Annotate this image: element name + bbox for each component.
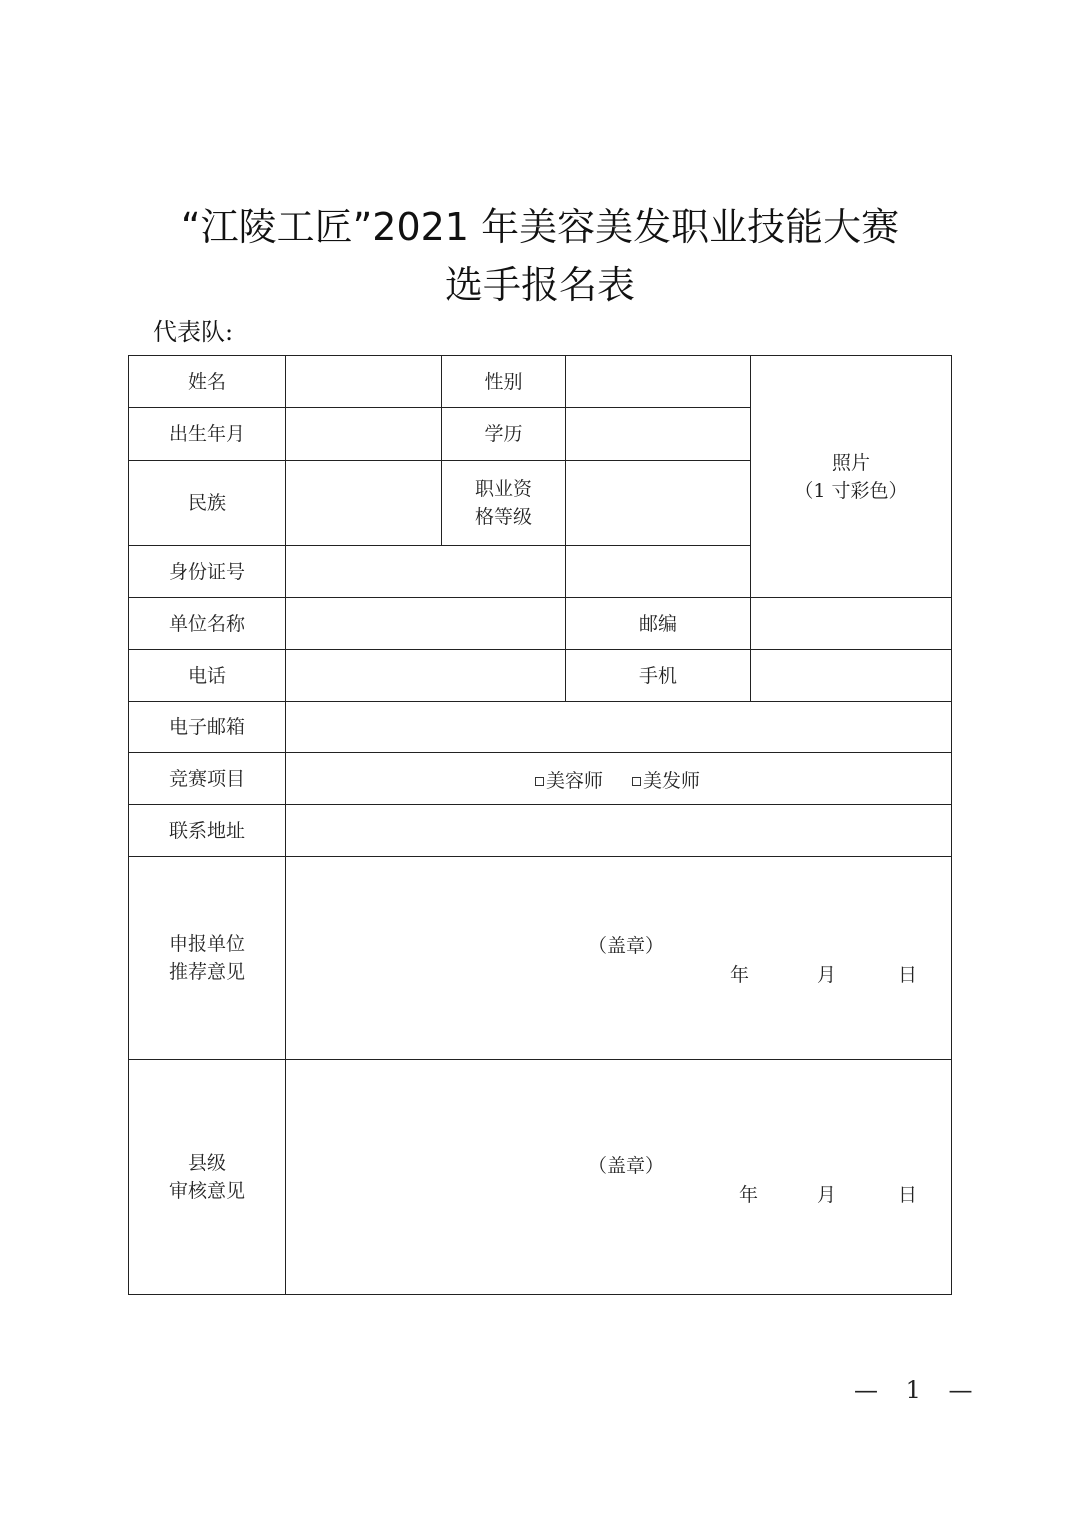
postcode-label: 邮编 [638, 612, 677, 635]
address-label: 联系地址 [168, 819, 245, 842]
county-date-year: 年 [739, 1184, 759, 1206]
ethnicity-label: 民族 [187, 492, 226, 514]
phone-field[interactable] [286, 650, 565, 701]
birth-field[interactable] [286, 408, 441, 460]
qualification-field[interactable] [566, 461, 750, 545]
event-option-hairdresser-label: 美发师 [643, 770, 701, 792]
education-label: 学历 [484, 423, 523, 445]
page-number: — 1 — [854, 1376, 983, 1404]
id-number-field[interactable] [286, 546, 565, 597]
event-label: 竞赛项目 [168, 767, 245, 790]
photo-note: （1 寸彩色） [794, 479, 908, 502]
checkbox-icon[interactable] [632, 777, 641, 786]
unit-date-year: 年 [730, 964, 750, 986]
unit-date-month: 月 [817, 964, 837, 986]
form-title-line-1: “江陵工匠”2021 年美容美发职业技能大赛 [180, 205, 900, 249]
birth-label: 出生年月 [168, 423, 245, 445]
name-label: 姓名 [187, 370, 226, 393]
postcode-field[interactable] [751, 598, 951, 649]
team-label: 代表队: [153, 318, 234, 346]
county-date-month: 月 [817, 1184, 837, 1206]
event-option-hairdresser[interactable] [632, 766, 700, 793]
gender-label: 性别 [484, 370, 523, 393]
qualification-label-line-1: 职业资 [474, 478, 532, 500]
event-option-beauty[interactable] [535, 766, 603, 793]
email-field[interactable] [286, 702, 951, 752]
unit-opinion-label-line-1: 申报单位 [168, 933, 245, 955]
qualification-label [442, 461, 565, 545]
unit-opinion-label-line-2: 推荐意见 [168, 961, 245, 983]
company-field[interactable] [286, 598, 565, 649]
gender-field[interactable] [566, 356, 750, 407]
id-number-label: 身份证号 [168, 560, 245, 583]
county-opinion-label-line-2: 审核意见 [168, 1180, 245, 1202]
email-label: 电子邮箱 [168, 716, 245, 738]
address-field[interactable] [286, 805, 951, 856]
form-title-line-2: 选手报名表 [444, 263, 635, 307]
photo-box [751, 356, 951, 597]
mobile-field[interactable] [751, 650, 951, 701]
qualification-label-line-2: 格等级 [474, 506, 532, 528]
county-opinion-label [129, 1060, 285, 1294]
ethnicity-field[interactable] [286, 461, 441, 545]
photo-label: 照片 [831, 451, 870, 474]
checkbox-icon[interactable] [535, 777, 544, 786]
company-label: 单位名称 [168, 612, 245, 635]
education-field[interactable] [566, 408, 750, 460]
mobile-label: 手机 [638, 664, 677, 687]
unit-date-day: 日 [898, 964, 918, 986]
county-date-day: 日 [898, 1184, 918, 1206]
unit-opinion-label [129, 857, 285, 1059]
phone-label: 电话 [187, 664, 226, 687]
unit-seal-note: （盖章） [588, 935, 665, 957]
county-seal-note: （盖章） [588, 1155, 665, 1177]
county-opinion-label-line-1: 县级 [187, 1152, 226, 1174]
name-field[interactable] [286, 356, 441, 407]
event-option-beauty-label: 美容师 [546, 770, 604, 792]
